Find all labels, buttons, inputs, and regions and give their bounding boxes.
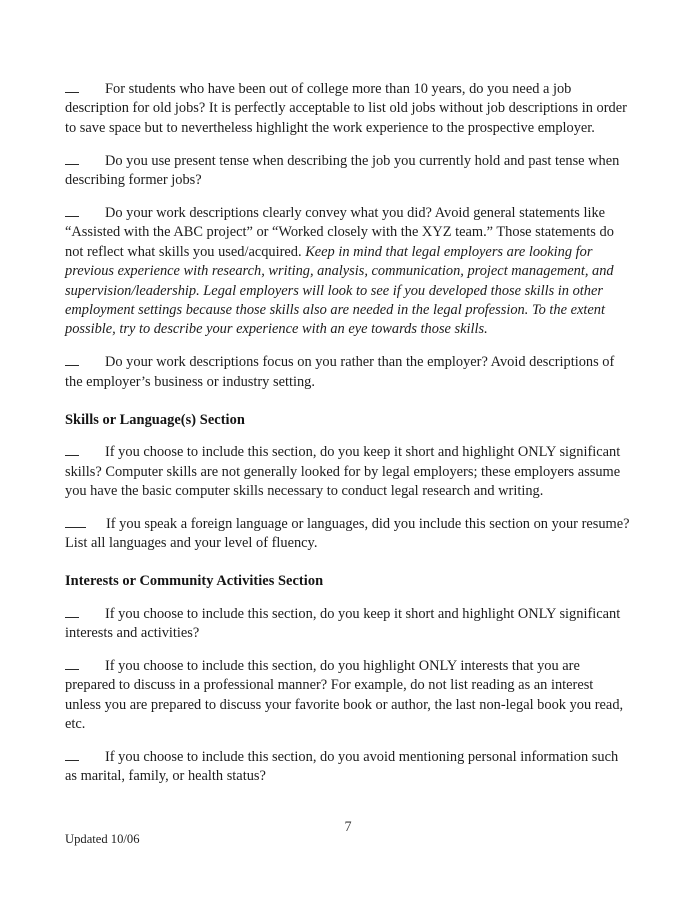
checklist-item-avoid-personal-information (65, 748, 631, 787)
checklist-item-interests-professional-manner (65, 657, 631, 735)
checkbox-blank-line[interactable] (65, 658, 79, 669)
checkbox-blank-line[interactable] (65, 355, 79, 366)
checklist-item-work-descriptions-convey (65, 204, 631, 340)
section-heading-skills-or-languages: Skills or Language(s) Section (65, 411, 245, 428)
checklist-item-text: Do your work descriptions clearly convey what you did? Avoid general statements like “Assisted with the ABC project” or “Worked closely with the XYZ team.” Those statements do not reflect what skills you used/acquired. (65, 205, 614, 260)
checklist-item-text: If you speak a foreign language or languages, did you include this section on your resume? List all languages and your level of fluency. (65, 515, 630, 552)
checklist-item-text: Do you use present tense when describing the job you currently hold and past tense when describing former jobs? (65, 152, 620, 189)
footer-updated-date: Updated 10/06 (65, 832, 140, 846)
checklist-item-interests-keep-short (65, 605, 631, 644)
checklist-item-text: If you choose to include this section, do you keep it short and highlight ONLY significant interests and activities? (65, 605, 621, 641)
checkbox-blank-line[interactable] (65, 206, 79, 217)
checklist-item-text: If you choose to include this section, do you highlight ONLY interests that you are prepared to discuss in a professional manner? For example, do not list reading as an interest unless you are prepared to discuss your favorite book or author, the last non-legal book you read, etc. (65, 657, 624, 733)
checkbox-blank-line[interactable] (65, 153, 79, 164)
page-number: 7 (344, 819, 352, 835)
checkbox-blank-line[interactable] (65, 445, 79, 456)
section-heading-interests-or-community-activities: Interests or Community Activities Section (65, 573, 324, 590)
checkbox-blank-line[interactable] (65, 606, 79, 617)
checkbox-blank-line[interactable] (65, 82, 79, 93)
checklist-item-text: Do your work descriptions focus on you rather than the employer? Avoid descriptions of the employer’s business or industry setting. (65, 354, 615, 390)
checklist-item-present-past-tense (65, 152, 631, 191)
checklist-item-job-description-old-jobs (65, 80, 631, 138)
checklist-item-text: For students who have been out of college more than 10 years, do you need a job description for old jobs? It is perfectly acceptable to list old jobs without job descriptions in order to save space but to nevertheless highlight the work experience to the prospective employer. (65, 81, 627, 136)
checklist-item-emphasis-text: Keep in mind that legal employers are looking for previous experience with research, writing, analysis, communication, project management, and supervision/leadership. Legal employers will look to see if you developed those skills in other employment settings because those skills also are needed in the legal profession. To the extent possible, try to describe your experience with an eye towards those skills. (65, 243, 614, 338)
checklist-item-foreign-language (65, 515, 631, 554)
checklist-item-focus-on-you (65, 353, 631, 392)
checkbox-blank-line[interactable] (65, 516, 86, 527)
checklist-item-text: If you choose to include this section, do you avoid mentioning personal information such as marital, family, or health status? (65, 748, 619, 785)
checklist-item-skills-keep-short (65, 443, 631, 501)
checklist-item-text: If you choose to include this section, do you keep it short and highlight ONLY significant skills? Computer skills are not generally looked for by legal employers; these employers assume you have the basic computer skills necessary to conduct legal research and writing. (65, 444, 621, 499)
checkbox-blank-line[interactable] (65, 750, 79, 761)
document-body (65, 80, 631, 787)
